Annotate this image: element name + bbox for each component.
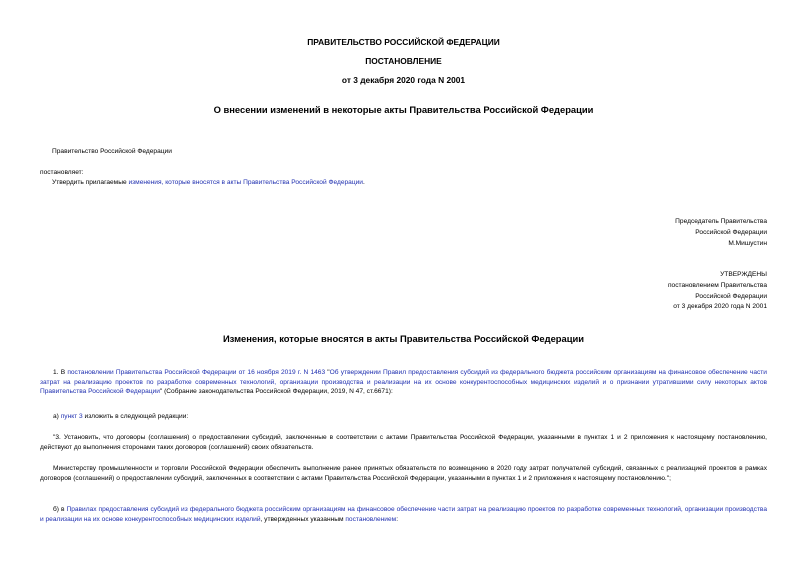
page-title: О внесении изменений в некоторые акты Правительства Российской Федерации	[213, 104, 594, 115]
approved-date: от 3 декабря 2020 года N 2001	[673, 303, 767, 311]
approved-label: УТВЕРЖДЕНЫ	[720, 271, 767, 278]
paragraph-3: "3. Установить, что договоры (соглашения) о предоставлении субсидий, заключенные в соответствии с актами Правительства Российской Федерации, указанными в пунктах 1 и 2 приложения к настоящему постановлению, действуют до выполнения сторонами таких договоров (соглашений) своих обязательств.	[40, 434, 767, 451]
clause-3-link[interactable]: пункт 3	[60, 413, 83, 420]
paragraph-2: а) пункт 3 изложить в следующей редакции:	[53, 413, 189, 420]
resolution-link[interactable]: постановлении Правительства Российской Федерации от 16 ноября 2019 г. N 1463	[67, 369, 326, 376]
paragraph-1: 1. В постановлении Правительства Российской Федерации от 16 ноября 2019 г. N 1463 "Об утверждении Правил предоставления субсидий из федерального бюджета российским организациям на финансовое обеспечение части затрат на реализацию проектов по разработке современных технологий, организации производства и реализации на их основе конкурентоспособных медицинских изделий и о признании утратившими силу некоторых актов Правительства Российской Федерации" (Собрание законодательства Российской Федерации, 2019, N 47, ст.6671):	[40, 369, 767, 396]
org-header: ПРАВИТЕЛЬСТВО РОССИЙСКОЙ ФЕДЕРАЦИИ	[307, 37, 500, 47]
approve-sentence: Утвердить прилагаемые изменения, которые вносятся в акты Правительства Российской Федерации.	[52, 179, 365, 186]
preamble-line: Правительство Российской Федерации	[52, 148, 172, 155]
resolution-title-link[interactable]: Об утверждении Правил предоставления субсидий из федерального бюджета российским организациям на финансовое обеспечение части затрат на реализацию проектов по разработке современных технологий, организации производства и реализации на их основе конкурентоспособных медицинских изделий и о признании утратившими силу некоторых актов Правительства Российской Федерации	[40, 369, 767, 396]
approved-by-2: Российской Федерации	[695, 292, 767, 300]
approval-block	[668, 270, 767, 313]
signature-position-2: Российской Федерации	[695, 228, 767, 236]
approved-by: постановлением Правительства	[667, 281, 767, 289]
signature-name: М.Мишустин	[728, 239, 767, 247]
changes-title: Изменения, которые вносятся в акты Правительства Российской Федерации	[222, 333, 585, 344]
decides-line: постановляет:	[40, 169, 84, 176]
paragraph-5: б) в Правилах предоставления субсидий из федерального бюджета российским организациям на финансовое обеспечение части затрат на реализацию проектов по разработке современных технологий, организации производства и реализации на их основе конкурентоспособных медицинских изделий, утвержденных указанным постановлением:	[40, 506, 767, 523]
rules-link[interactable]: Правилах предоставления субсидий из федерального бюджета российским организациям на финансовое обеспечение части затрат на реализацию проектов по разработке современных технологий, организации производства и реализации на их основе конкурентоспособных медицинских изделий	[40, 506, 767, 523]
doc-type: ПОСТАНОВЛЕНИЕ	[365, 56, 442, 66]
changes-link[interactable]: изменения, которые вносятся в акты Правительства Российской Федерации	[128, 179, 363, 186]
paragraph-4: Министерству промышленности и торговли Российской Федерации обеспечить выполнение ранее принятых обязательств по возмещению в 2020 году затрат получателей субсидий, связанных с реализацией проектов в рамках договоров (соглашений) о предоставлении субсидий, заключенных в соответствии с актами Правительства Российской Федерации, указанными в пунктах 1 и 2 приложения к настоящему постановлению.";	[40, 465, 767, 482]
date-number: от 3 декабря 2020 года N 2001	[341, 75, 466, 85]
signature-position: Председатель Правительства	[675, 218, 767, 225]
resolution-ref-link[interactable]: постановлением	[345, 515, 397, 523]
signature-block	[675, 217, 767, 249]
